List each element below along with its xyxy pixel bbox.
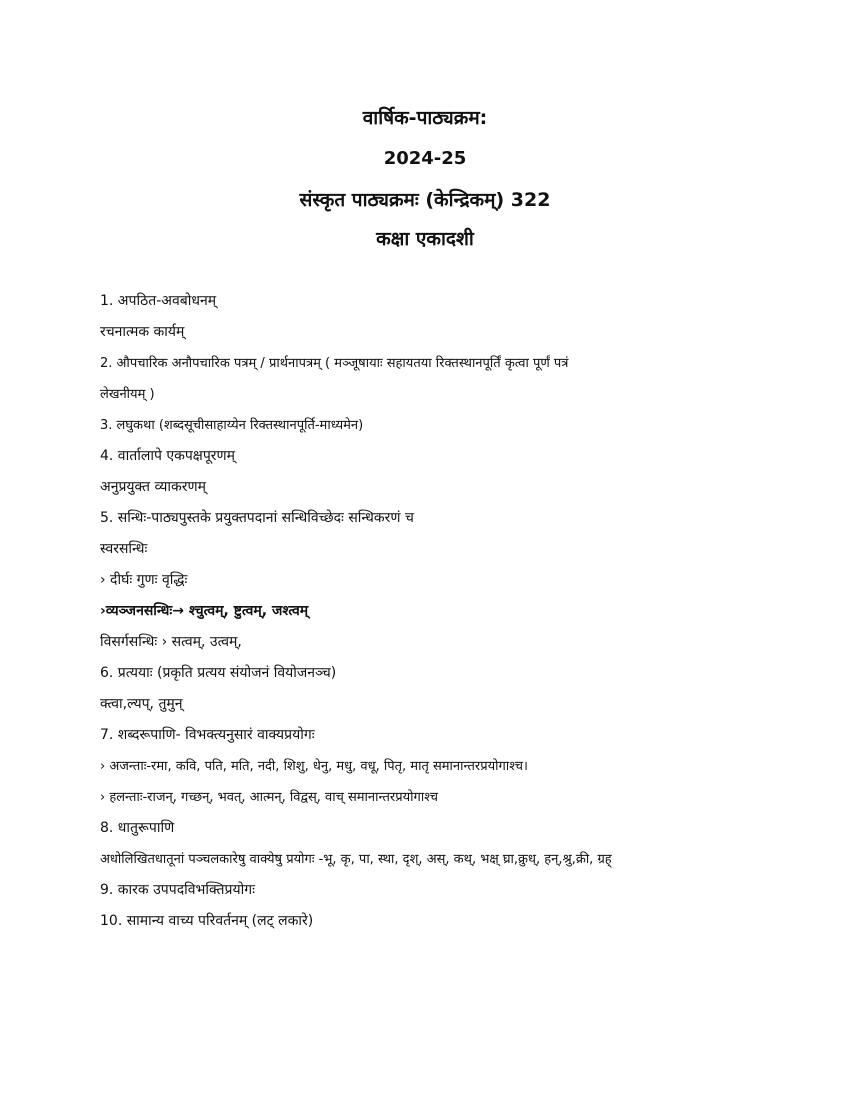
item-vyanjana-sandhi: ›व्यञ्जनसन्धिः→ श्चुत्वम्, ष्टुत्वम्, जश्त्वम्: [100, 603, 309, 619]
item-verb-forms: 8. धातुरूपाणि: [100, 820, 175, 836]
item-voice-change: 10. सामान्य वाच्य परिवर्तनम् (लट् लकारे): [100, 913, 314, 929]
class-heading: कक्षा एकादशी: [376, 228, 474, 250]
item-swara-sandhi: स्वरसन्धिः: [100, 541, 148, 557]
item-suffix-list: क्त्वा,ल्यप्, तुमुन्: [100, 696, 183, 712]
item-noun-forms: 7. शब्दरूपाणि- विभक्त्यनुसारं वाक्यप्रयोगः: [100, 727, 315, 743]
subject-heading: संस्कृत पाठ्यक्रमः (केन्द्रिकम्) 322: [299, 189, 551, 211]
section-applied-grammar-heading: अनुप्रयुक्त व्याकरणम्: [100, 479, 206, 495]
item-verb-roots: अधोलिखितधातूनां पञ्चलकारेषु वाक्येषु प्रयोगः -भू, कृ, पा, स्था, दृश्, अस्, कथ्, भक्ष् घ्रा,क्रुध्, हन्,श्रु,क्री, ग्रह्: [100, 852, 612, 867]
section-unseen-comprehension: 1. अपठित-अवबोधनम्: [100, 293, 217, 309]
item-vowel-ending-nouns: › अजन्ताः-रमा, कवि, पति, मति, नदी, शिशु, धेनु, मधु, वधू, पितृ, मातृ समानान्तरप्रयोगाश्च।: [100, 759, 528, 774]
document-title: वार्षिक-पाठ्यक्रम:: [362, 107, 488, 129]
item-letter-writing: 2. औपचारिक अनौपचारिक पत्रम् / प्रार्थनापत्रम् ( मञ्जूषायाः सहायतया रिक्तस्थानपूर्तिं कृत्वा पूर्णं पत्रं: [100, 356, 569, 371]
item-suffixes: 6. प्रत्ययाः (प्रकृति प्रत्यय संयोजनं वियोजनञ्च): [100, 665, 337, 681]
item-consonant-ending-nouns: › हलन्ताः-राजन्, गच्छन्, भवत्, आत्मन्, विद्वस्, वाच् समानान्तरप्रयोगाश्च: [100, 790, 439, 805]
item-sandhi: 5. सन्धिः-पाठ्यपुस्तके प्रयुक्तपदानां सन्धिविच्छेदः सन्धिकरणं च: [100, 510, 414, 526]
document-header: [0, 104, 850, 253]
item-letter-writing-cont: लेखनीयम् ): [100, 387, 155, 402]
syllabus-list: [100, 286, 800, 937]
item-short-story: 3. लघुकथा (शब्दसूचीसाहाय्येन रिक्तस्थानपूर्ति-माध्यमेन): [100, 418, 364, 433]
item-swara-sandhi-types: › दीर्घः गुणः वृद्धिः: [100, 572, 188, 588]
item-karaka: 9. कारक उपपदविभक्तिप्रयोगः: [100, 882, 255, 898]
academic-year: 2024-25: [383, 148, 467, 169]
section-creative-writing-heading: रचनात्मक कार्यम्: [100, 324, 185, 340]
item-dialogue-completion: 4. वार्तालापे एकपक्षपूरणम्: [100, 448, 235, 464]
item-visarga-sandhi: विसर्गसन्धिः › सत्वम्, उत्वम्,: [100, 634, 242, 650]
